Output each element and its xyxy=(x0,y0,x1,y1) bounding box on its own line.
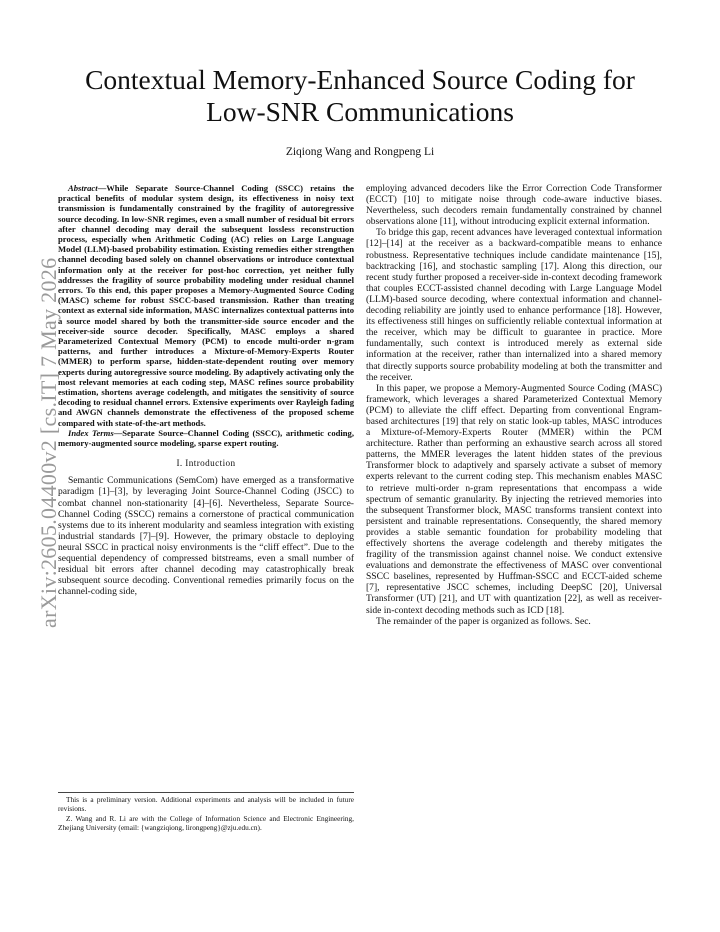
right-paragraph-4: The remainder of the paper is organized as follows. Sec. xyxy=(376,615,591,627)
footnote-affiliation: Z. Wang and R. Li are with the College of Information Science and Electronic Engineering, Zhejiang University (email: {wangziqiong, lirongpeng}@zju.edu.cn). xyxy=(58,814,354,832)
right-paragraph-1: employing advanced decoders like the Error Correction Code Transformer (ECCT) [10] to mitigate noise through code-aware inductive biases. Nevertheless, such decoders remain fundamentally constrained by channel observations alone [11], without introducing explicit external information. xyxy=(366,183,662,228)
title-line-1: Contextual Memory-Enhanced Source Coding for xyxy=(85,64,635,95)
paper-title xyxy=(60,64,660,128)
abstract-text: —While Separate Source-Channel Coding (SSCC) retains the practical benefits of modular system design, its effectiveness in noisy text transmission is fundamentally constrained by the fragility of autoregressive source decoding. In low-SNR regimes, even a small number of residual bit errors after channel decoding may derail the subsequent lossless reconstruction process, especially when Arithmetic Coding (AC) relies on Large Language Model (LLM)-based probability estimation. Existing remedies either strengthen channel decoding based solely on channel observations or introduce contextual information only at the receiver for post-hoc correction, yet neither fully addresses the fragility of source probability modeling under residual channel errors. To this end, this paper proposes a Memory-Augmented Source Coding (MASC) scheme for robust SSCC-based transmission. Rather than treating context as external side information, MASC internalizes contextual patterns into a source model shared by both the transmitter-side source encoder and the receiver-side source decoder. Specifically, MASC employs a shared Parameterized Contextual Memory (PCM) to encode multi-order n-gram patterns, and further introduces a Mixture-of-Memory-Experts Router (MMER) to perform sparse, hidden-state-dependent routing over memory experts during autoregressive source modeling. By adaptively activating only the most relevant memories at each coding step, MASC refines source probability estimation, shortens average codelength, and mitigates the sensitivity of source decoding to residual channel errors. Extensive experiments over Rayleigh fading and AWGN channels demonstrate the effectiveness of the proposed scheme compared with state-of-the-art methods. xyxy=(58,183,354,428)
right-paragraph-3: In this paper, we propose a Memory-Augmented Source Coding (MASC) framework, which leverages a shared Parameterized Contextual Memory (PCM) to alleviate the cliff effect. Departing from conventional Engram-based architectures [19] that rely on static look-up tables, MASC introduces a Mixture-of-Memory-Experts Router (MMER) within the PCM architecture. Rather than performing an exhaustive search across all stored patterns, the MMER leverages the latent hidden states of the previous Transformer block to adaptively and sparsely activate a subset of memory experts relevant to the current coding step. This mechanism enables MASC to retrieve multi-order n-gram representations that encompass a wide spectrum of semantic granularity. By injecting the retrieved memories into the subsequent Transformer block, MASC transforms transient context into persistent and trainable representations. Consequently, the shared memory provides a stable semantic foundation for probability modeling that effectively shortens the average codelength and thereby mitigates the fragility of the transmission against channel noise. We conduct extensive evaluations and demonstrate the effectiveness of MASC over conventional SSCC baselines, represented by Huffman-SSCC and ECCT-aided scheme [7], representative JSCC schemes, including DeepSC [20], Universal Transformer (UT) [21], and UT with quantization [22], as well as receiver-side in-context decoding methods such as ICD [18]. xyxy=(366,382,662,616)
right-column xyxy=(366,183,662,627)
arxiv-identifier: arXiv:2605.04400v2 [cs.IT] 7 May 2026 xyxy=(36,257,61,628)
author-list: Ziqiong Wang and Rongpeng Li xyxy=(285,146,435,158)
abstract-label: Abstract xyxy=(68,183,98,193)
footnotes xyxy=(58,792,354,834)
footnote-preliminary: This is a preliminary version. Additional experiments and analysis will be included in future revisions. xyxy=(58,795,354,813)
index-terms-label: Index Terms xyxy=(68,427,114,438)
index-terms-text: —Separate Source–Channel Coding (SSCC), arithmetic coding, memory-augmented source modeling, sparse expert routing. xyxy=(58,427,355,449)
abstract xyxy=(58,183,354,428)
title-line-2: Low-SNR Communications xyxy=(206,96,514,127)
right-paragraph-2: To bridge this gap, recent advances have leveraged contextual information [12]–[14] at the receiver as a backward-compatible means to enhance robustness. Representative techniques include candidate maintenance [15], backtracking [16], and stochastic sampling [17]. Along this direction, our recent study further proposed a receiver-side in-context decoding framework that couples ECCT-assisted channel decoding with Large Language Model (LLM)-based source decoding, where contextual information and channel-decoding reliability are jointly used to enhance performance [18]. However, its effectiveness still hinges on sufficiently reliable contextual information at the receiver, which may be difficult to guarantee in practice. More fundamentally, such context is introduced merely as external side information at the receiver, rather than internalized into a shared memory that directly supports source probability modeling at both the transmitter and the receiver. xyxy=(366,227,662,383)
index-terms xyxy=(58,428,354,448)
section-heading-introduction: I. Introduction xyxy=(176,458,236,469)
left-column xyxy=(58,183,354,597)
intro-paragraph-1: Semantic Communications (SemCom) have emerged as a transformative paradigm [1]–[3], by leveraging Joint Source-Channel Coding (JSCC) to combat channel non-stationarity [4]–[6]. Nevertheless, Separate Source-Channel Coding (SSCC) remains a cornerstone of practical communication systems due to its inherent modularity and seamless integration with existing industrial standards [7]–[9]. However, the primary obstacle to deploying neural SSCC in practical noisy environments is the “cliff effect”. Due to the sequential dependency of compressed bitstreams, even a small number of residual bit errors after channel decoding may catastrophically break subsequent source decoding. Conventional remedies primarily focus on the channel-coding side, xyxy=(58,475,354,598)
